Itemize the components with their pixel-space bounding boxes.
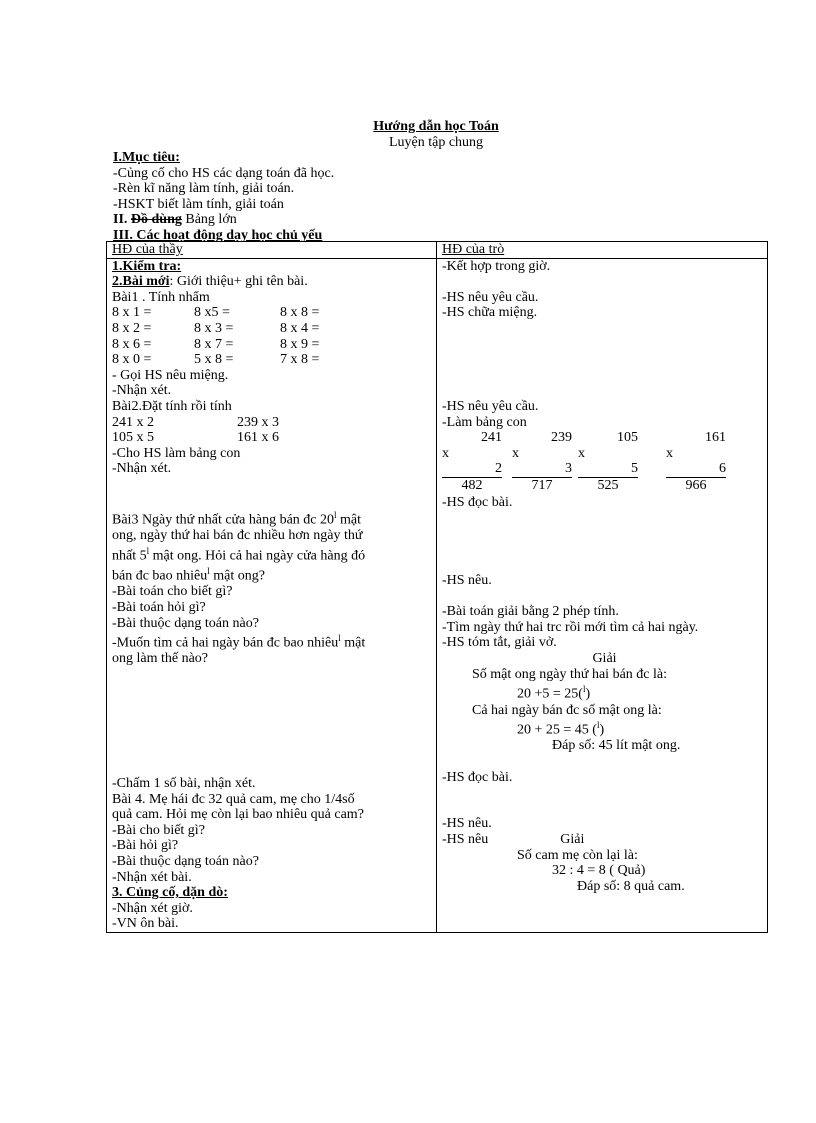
calc-bottom: 5 <box>631 461 638 477</box>
equipment-prefix: II. <box>113 212 128 228</box>
objective-item: -Củng cố cho HS các dạng toán đã học. <box>113 165 335 181</box>
equipment-text: Bảng lớn <box>185 212 237 228</box>
activities-table <box>106 241 768 933</box>
bai1-title: Bài1 . Tính nhẩm <box>112 289 210 305</box>
bai4-review: -Nhận xét bài. <box>112 869 192 885</box>
teacher-column-header: HĐ của thầy <box>107 242 437 259</box>
check-heading: 1.Kiểm tra: <box>112 258 182 274</box>
bai3-text: mật ong? <box>213 568 265 584</box>
bai1-cell: 8 x 8 = <box>280 305 320 321</box>
student-column-header: HĐ của trò <box>437 242 768 259</box>
fraction-mark: l <box>582 684 586 695</box>
intro-section <box>113 150 334 244</box>
calc-bottom: 3 <box>565 461 572 477</box>
bai3-line <box>112 508 436 528</box>
bai2-row <box>112 415 436 431</box>
table-header-row <box>107 242 768 259</box>
bai1-cell: 8 x 7 = <box>194 336 234 352</box>
lesson-subtitle: Luyện tập chung <box>388 135 484 150</box>
new-lesson-heading: 2.Bài mới <box>112 274 170 290</box>
bai3-question: -Bài toán hỏi gì? <box>112 600 206 616</box>
objectives-heading: I.Mục tiêu: <box>113 150 180 165</box>
bai3-text: mật <box>340 512 362 528</box>
calc-bottom: 6 <box>719 461 726 477</box>
bai3-text: mật ong. Hỏi cả hai ngày cửa hàng đó <box>152 548 366 564</box>
calc-column <box>442 430 502 493</box>
student-text: -HS nêu <box>442 831 489 847</box>
bai1-row <box>112 352 436 368</box>
solution-text: ) <box>585 686 591 702</box>
student-line: -HS nêu. <box>442 573 492 589</box>
calc-result: 482 <box>442 477 502 494</box>
bai2-review: -Nhận xét. <box>112 461 172 477</box>
bai1-row <box>112 321 436 337</box>
wrap-line: -Nhận xét giờ. <box>112 900 193 916</box>
calc-top: 105 <box>617 430 638 446</box>
bai2-cell: 105 x 5 <box>112 430 154 446</box>
solution-line <box>442 682 767 702</box>
fraction-mark: l <box>596 720 600 731</box>
bai3-text: -Muốn tìm cả hai ngày bán đc bao nhiêu <box>112 635 339 651</box>
bai3-question: ong làm thế nào? <box>112 651 209 667</box>
column-calculations <box>442 430 767 495</box>
solution-line <box>442 718 767 738</box>
table-body-row <box>107 258 768 932</box>
bai1-cell: 8 x 4 = <box>280 320 320 336</box>
bai4-line: quả cam. Hỏi mẹ còn lại bao nhiêu quả cam? <box>112 807 364 823</box>
bai3-line <box>112 544 436 564</box>
calc-column <box>578 430 638 493</box>
bai3-line <box>112 564 436 584</box>
solution-line: Cả hai ngày bán đc số mật ong là: <box>472 702 662 718</box>
student-line: -HS đọc bài. <box>442 769 513 785</box>
student-line: -Làm bảng con <box>442 414 527 430</box>
new-lesson-line <box>112 274 436 290</box>
bai1-cell: 7 x 8 = <box>280 352 320 368</box>
bai1-cell: 8 x 6 = <box>112 336 152 352</box>
student-line: -HS nêu yêu cầu. <box>442 289 539 305</box>
objective-item: -HSKT biết làm tính, giải toán <box>113 196 284 212</box>
calc-column <box>666 430 726 493</box>
wrap-heading: 3. Củng cố, dặn dò: <box>112 885 228 901</box>
bai1-cell: 8 x 2 = <box>112 320 152 336</box>
bai1-row <box>112 305 436 321</box>
bai3-amount: 20 <box>320 512 335 528</box>
bai3-text: bán đc bao nhiêu <box>112 568 208 584</box>
solution-title: Giải <box>560 831 585 847</box>
bai1-cell: 8 x 3 = <box>194 320 234 336</box>
objective-item: -Rèn kĩ năng làm tính, giải toán. <box>113 181 295 197</box>
calc-column <box>512 430 572 493</box>
teacher-cell <box>107 258 437 932</box>
student-line: -HS nêu yêu cầu. <box>442 398 539 414</box>
student-line: -Bài toán giải bằng 2 phép tính. <box>442 604 619 620</box>
bai4-question: -Bài cho biết gì? <box>112 822 205 838</box>
bai2-cell: 161 x 6 <box>237 430 279 446</box>
calc-bottom: 2 <box>495 461 502 477</box>
fraction-mark: l <box>146 545 150 556</box>
bai3-question <box>112 631 436 651</box>
lesson-title: Hướng dẫn học Toán <box>373 119 499 134</box>
bai3-text: nhất 5 <box>112 548 147 564</box>
bai1-cell: 8 x 0 = <box>112 352 152 368</box>
bai3-line: ong, ngày thứ hai bán đc nhiều hơn ngày thứ <box>112 528 363 544</box>
calc-result: 525 <box>578 477 638 494</box>
equipment-line <box>113 212 334 228</box>
calc-top: 161 <box>705 430 726 446</box>
equipment-heading: Đồ dùng <box>130 212 182 228</box>
bai2-cell: 239 x 3 <box>237 414 279 430</box>
bai4-question: -Bài hỏi gì? <box>112 838 179 854</box>
bai3-question: -Bài thuộc dạng toán nào? <box>112 615 259 631</box>
solution-text: ) <box>599 722 605 738</box>
fraction-mark: l <box>207 566 210 577</box>
fraction-mark: l <box>334 510 337 521</box>
bai1-review: -Nhận xét. <box>112 383 172 399</box>
bai3-question: -Bài toán cho biết gì? <box>112 584 233 600</box>
student-line: -Tìm ngày thứ hai trc rồi mới tìm cả hai ngày. <box>442 619 699 635</box>
calc-operator: x <box>578 445 585 461</box>
solution-line: Số mật ong ngày thứ hai bán đc là: <box>472 666 667 682</box>
bai1-call: - Gọi HS nêu miệng. <box>112 367 229 383</box>
fraction-mark: l <box>338 633 341 644</box>
student-line: -HS nêu. <box>442 816 492 832</box>
wrap-line: -VN ôn bài. <box>112 916 179 932</box>
solution-text: 20 +5 = 25( <box>517 686 583 702</box>
bai2-title: Bài2.Đặt tính rồi tính <box>112 398 232 414</box>
calc-operator: x <box>512 445 519 461</box>
solution-answer: Đáp số: 8 quả cam. <box>577 878 685 894</box>
calc-top: 239 <box>551 430 572 446</box>
solution-answer: Đáp số: 45 lít mật ong. <box>552 738 681 754</box>
calc-operator: x <box>442 445 449 461</box>
bai4-question: -Bài thuộc dạng toán nào? <box>112 854 259 870</box>
bai1-cell: 8 x 1 = <box>112 305 152 321</box>
grade-line: -Chấm 1 số bài, nhận xét. <box>112 776 256 792</box>
bai2-row <box>112 430 436 446</box>
bai1-cell: 8 x5 = <box>194 305 230 321</box>
calc-top: 241 <box>481 430 502 446</box>
student-line: -HS đọc bài. <box>442 495 513 511</box>
student-line: -HS chữa miệng. <box>442 305 538 321</box>
bai3-text: mật <box>344 635 366 651</box>
solution-text: 20 + 25 = 45 ( <box>517 722 597 738</box>
calc-result: 717 <box>512 477 572 494</box>
calc-result: 966 <box>666 477 726 494</box>
student-line: -Kết hợp trong giờ. <box>442 258 551 274</box>
solution-line: 32 : 4 = 8 ( Quả) <box>552 863 646 879</box>
bai1-row <box>112 337 436 353</box>
solution-title: Giải <box>592 651 617 667</box>
student-cell <box>437 258 768 932</box>
student-line: -HS tóm tắt, giải vở. <box>442 635 557 651</box>
bai2-cell: 241 x 2 <box>112 414 154 430</box>
bai1-cell: 5 x 8 = <box>194 352 234 368</box>
bai2-board: -Cho HS làm bảng con <box>112 445 241 461</box>
activities-heading: III. Các hoạt động dạy học chủ yếu <box>113 227 323 243</box>
student-line <box>442 832 767 848</box>
calc-operator: x <box>666 445 673 461</box>
new-lesson-text: : Giới thiệu+ ghi tên bài. <box>169 274 308 290</box>
bai3-text: Bài3 Ngày thứ nhất cửa hàng bán đc <box>112 512 317 528</box>
bai4-line: Bài 4. Mẹ hái đc 32 quả cam, mẹ cho 1/4số <box>112 791 355 807</box>
solution-line: Số cam mẹ còn lại là: <box>517 847 638 863</box>
bai1-cell: 8 x 9 = <box>280 336 320 352</box>
